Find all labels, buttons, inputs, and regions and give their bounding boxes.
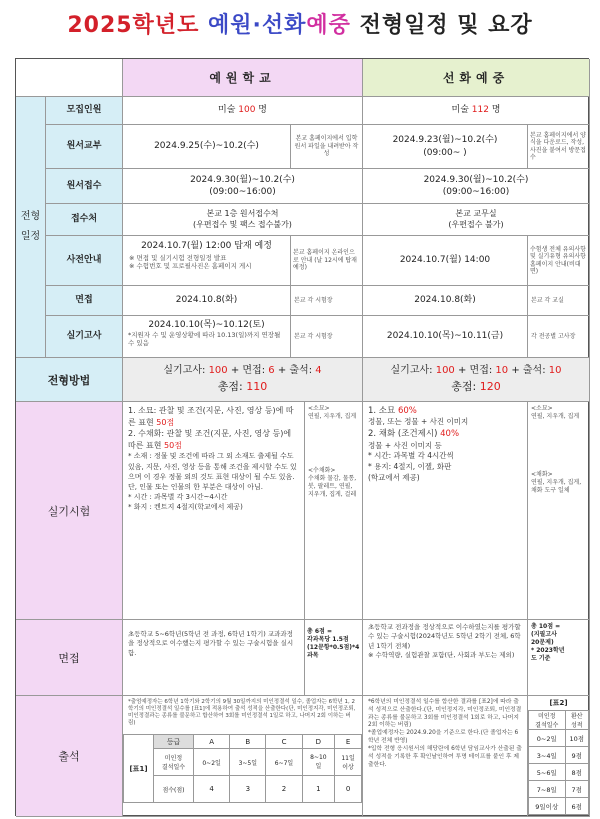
page-title [0,8,600,39]
seonhwa-interview-date: 2024.10.8(화) [363,286,528,316]
seonhwa-total-score: 120 [479,379,501,393]
table2-cell: 3~4일 [529,747,566,764]
absence-cell: 0~2일 [194,749,230,776]
table1-label: [표1] [124,735,154,803]
yewon-exam: 1. 소묘: 관찰 및 조건(지문, 사진, 영상 등)에 따른 표현 50점 2. 수채화: 관찰 및 조건(지문, 사진, 영상 등)에 따른 표현 50점 * 소재 : 정물 및 조건에 따라 그 외 소재도 출제될 수도 있음, 지문, 사진, 영상 등을 통해 조건을 제시할 수도 있으며 이 경우 정물 외의 것도 표현 대상이 될 수도 있음. 단, 인물 또는 인물의 한 부분은 대상이 아님. * 시간 : 과목별 각 3시간~4시간 * 화지 : 켄트지 4절지(학교에서 제공) [123,402,305,620]
score-cell: 2 [266,776,302,803]
seonhwa-supplies-drawing: <소묘> 연필, 지우개, 집게 [531,405,580,421]
yewon-form-issue-note: 본교 홈페이지에서 입학원서 파일을 내려받아 작성 [291,125,363,169]
yewon-exam-supplies [305,402,363,620]
yewon-exam-subject: * 소재 : 정물 및 조건에 따라 그 외 소재도 출제될 수도 있음, 지문, 사진, 영상 등을 통해 조건을 제시할 수도 있으며 이 경우 정물 외의 것도 표현 대상이 될 수도 있음. 단, 인물 또는 인물의 한 부분은 대상이 아님. [128,452,297,491]
seonhwa-pre-guide-note: 수험생 전체 유의사항 및 실기유형 유의사항 홈페이지 안내(비대면) [528,236,590,286]
table2-cell: 0~2일 [529,730,566,747]
seonhwa-recruit: 미술 112 명 [363,97,590,125]
title-rest: 전형일정 및 요강 [359,13,533,38]
yewon-interview: 초등학교 5~6학년(5학년 전 과정, 6학년 1학기) 교과과정을 정상적으로 이수했는지 평가할 수 있는 구술시험을 실시함. [123,620,305,696]
yewon-recruit: 미술 100 명 [123,97,363,125]
absence-cell: 8~10 일 [302,749,335,776]
yewon-practical-place: 본교 각 시험장 [291,316,363,358]
table2-title: [표2] [549,699,568,707]
section-schedule: 전형 일정 [16,97,46,358]
grade-cell: A [194,735,230,749]
seonhwa-submit-place: 본교 교무실 (우편접수 불가) [363,204,590,236]
absence-header: 미인정 결석일수 [154,749,194,776]
seonhwa-attendance-text: *6학년의 미인정결석 일수를 합산한 결과를 [표2]에 따라 출석 성적으로 산출한다.(단, 미인정지각, 미인정조퇴, 미인정결과는 종류를 불문하고 3회를 미인정결석 1회로 하고, 나머지 2회 이하는 버림) *졸업예정자는 2024.9.20을 기준으로 한다.(단 졸업자는 6학년 전체 반영) *입학 전형 응시원서의 해당란에 6학년 담임교사가 산출된 출석 성적을 기록한 후 확인날인하여 투명 테이프를 붙인 후 제출한다. [363,696,528,817]
table2-cell: 5~6일 [529,764,566,781]
label-interview-date: 면접 [46,286,123,316]
yewon-practical-range: 2024.10.10(목)~10.12(토) [148,320,265,330]
table2-cell: 7점 [565,781,589,798]
grade-cell: C [266,735,302,749]
grade-cell: D [302,735,335,749]
seonhwa-exam-time: * 시간: 과목별 각 4시간씩 [368,451,454,461]
seonhwa-form-issue-note: 본교 홈페이지에서 양식을 다운로드, 작성, 사진을 붙여서 방문접수 [528,125,590,169]
label-form-issue: 원서교부 [46,125,123,169]
yewon-exam-time: * 시간 : 과목별 각 3시간~4시간 [128,492,228,501]
label-submit-place: 접수처 [46,204,123,236]
yewon-total-score: 110 [246,379,268,393]
yewon-form-issue: 2024.9.25(수)~10.2(수) [123,125,291,169]
table2-cell: 9점 [565,747,589,764]
yewon-attendance [123,696,363,817]
absence-cell: 6~7일 [266,749,302,776]
score-cell: 0 [335,776,362,803]
yewon-interview-date: 2024.10.8(화) [123,286,291,316]
label-form-submit: 원서접수 [46,169,123,204]
table2-col-score: 환산 성적 [565,711,589,730]
seonhwa-pre-guide: 2024.10.7(월) 14:00 [363,236,528,286]
seonhwa-attendance-table [528,696,590,817]
seonhwa-exam-supplies [528,402,590,620]
yewon-pre-guide-notes [129,254,284,270]
seonhwa-practical-place: 각 전공별 고사장 [528,316,590,358]
yewon-attendance-text: *출엄예정자는 6학년 1학기와 2학기의 9월 30일까지의 미인정결석 일수, 졸업자는 6학년 1, 2학기의 미인정결석 일수를 [표1]에 적용하여 출석 성적을 산출한다(단, 미인정지각, 미인정조퇴, 미인정결과는 종류를 불문하고 합산하여 3회를 미인정결석 1일로 하고, 나머지 2회 이하는 버림) [128,699,356,727]
seonhwa-exam-paper: * 용지: 4절지, 이젤, 화판 (학교에서 제공) [368,462,452,483]
label-recruit: 모집인원 [46,97,123,125]
score-cell: 1 [302,776,335,803]
seonhwa-interview-place: 본교 각 교실 [528,286,590,316]
attendance-table-2 [528,710,589,815]
title-tail: 예중 [306,13,351,38]
grade-cell: B [230,735,266,749]
table2-cell: 6점 [565,798,589,815]
table2-cell: 9일이상 [529,798,566,815]
section-method: 전형방법 [16,358,123,402]
admission-table [15,58,589,816]
table2-cell: 8점 [565,764,589,781]
yewon-pre-guide-note-2: ※ 수험번호 및 프로필사진은 홈페이지 게시 [129,262,252,271]
yewon-interview-place: 본교 각 시험장 [291,286,363,316]
yewon-method: 실기고사: 100 + 면접: 6 + 출석: 4 총점: 110 [123,358,363,402]
seonhwa-interview: 초등학교 전과정을 정상적으로 이수하였는지를 평가할 수 있는 구술시험(2024학년도 5학년 2학기 전체, 6학년 1학기 전체) ※ 수학역량, 실험관찰 포함(단, 사회과 부도는 제외) [363,620,528,696]
header-yewon: 예원학교 [123,59,363,97]
yewon-pre-guide-date: 2024.10.7(월) 12:00 탑재 예정 [141,241,272,251]
yewon-supplies-watercolor: <수채화> 수채화 물감, 물통, 붓, 팔레트, 연필, 지우개, 집게, 걸레 [308,467,357,499]
yewon-pre-guide-note-1: ※ 면접 및 실기시험 전형일정 발표 [129,254,227,263]
header-seonhwa: 선화예중 [363,59,590,97]
section-interview: 면접 [16,620,123,696]
corner-cell [16,59,123,97]
table2-cell: 10점 [565,730,589,747]
yewon-form-submit: 2024.9.30(월)~10.2(수) (09:00~16:00) [123,169,363,204]
score-cell: 4 [194,776,230,803]
yewon-submit-place: 본교 1층 원서접수처 (우편접수 및 팩스 접수불가) [123,204,363,236]
seonhwa-interview-score: 총 10점 = (지필고사 20문제) * 2023학년 도 기준 [528,620,590,696]
seonhwa-practical-date: 2024.10.10(목)~10.11(금) [363,316,528,358]
yewon-exam-paper: * 화지 : 켄트지 4절지(학교에서 제공) [128,503,243,512]
label-pre-guide: 사전안내 [46,236,123,286]
yewon-pre-guide-note: 본교 홈페이지 온라인으로 안내 (날 12시에 탑재 예정) [291,236,363,286]
attendance-table-1 [123,734,362,803]
score-cell: 3 [230,776,266,803]
grade-cell: E [335,735,362,749]
seonhwa-method: 실기고사: 100 + 면접: 10 + 출석: 10 총점: 120 [363,358,590,402]
table2-cell: 7~8일 [529,781,566,798]
yewon-practical-extension: *지원자 수 및 운영상황에 따라 10.13(일)까지 연장될 수 있음 [128,331,281,348]
title-year: 2025학년도 [67,13,200,38]
seonhwa-form-submit: 2024.9.30(월)~10.2(수) (09:00~16:00) [363,169,590,204]
seonhwa-form-issue: 2024.9.23(월)~10.2(수) (09:00~ ) [363,125,528,169]
yewon-interview-score: 총 6점 = 각과목당 1.5점 (12문항*0.5점)*4과목 [305,620,363,696]
section-attendance: 출석 [16,696,123,817]
seonhwa-exam: 1. 소묘 60% 정물, 또는 정물 + 사진 이미지 2. 채화 (조건제시) 40% 정물 + 사진 이미지 등 * 시간: 과목별 각 4시간씩 * 용지: 4절지, 이젤, 화판 (학교에서 제공) [363,402,528,620]
table2-col-absence: 미인정 결석일수 [529,711,566,730]
title-schools: 예원·선화 [208,13,307,38]
seonhwa-supplies-color: <채화> 연필, 지우개, 집게, 채화 도구 일체 [531,471,582,495]
score-header: 점수(점) [154,776,194,803]
label-practical-date: 실기고사 [46,316,123,358]
yewon-practical-date [123,316,291,358]
grade-header: 등급 [154,735,194,749]
absence-cell: 3~5일 [230,749,266,776]
yewon-pre-guide [123,236,291,286]
yewon-supplies-drawing: <소묘> 연필, 지우개, 집게 [308,405,357,421]
absence-cell: 11일 이상 [335,749,362,776]
section-exam: 실기시험 [16,402,123,620]
